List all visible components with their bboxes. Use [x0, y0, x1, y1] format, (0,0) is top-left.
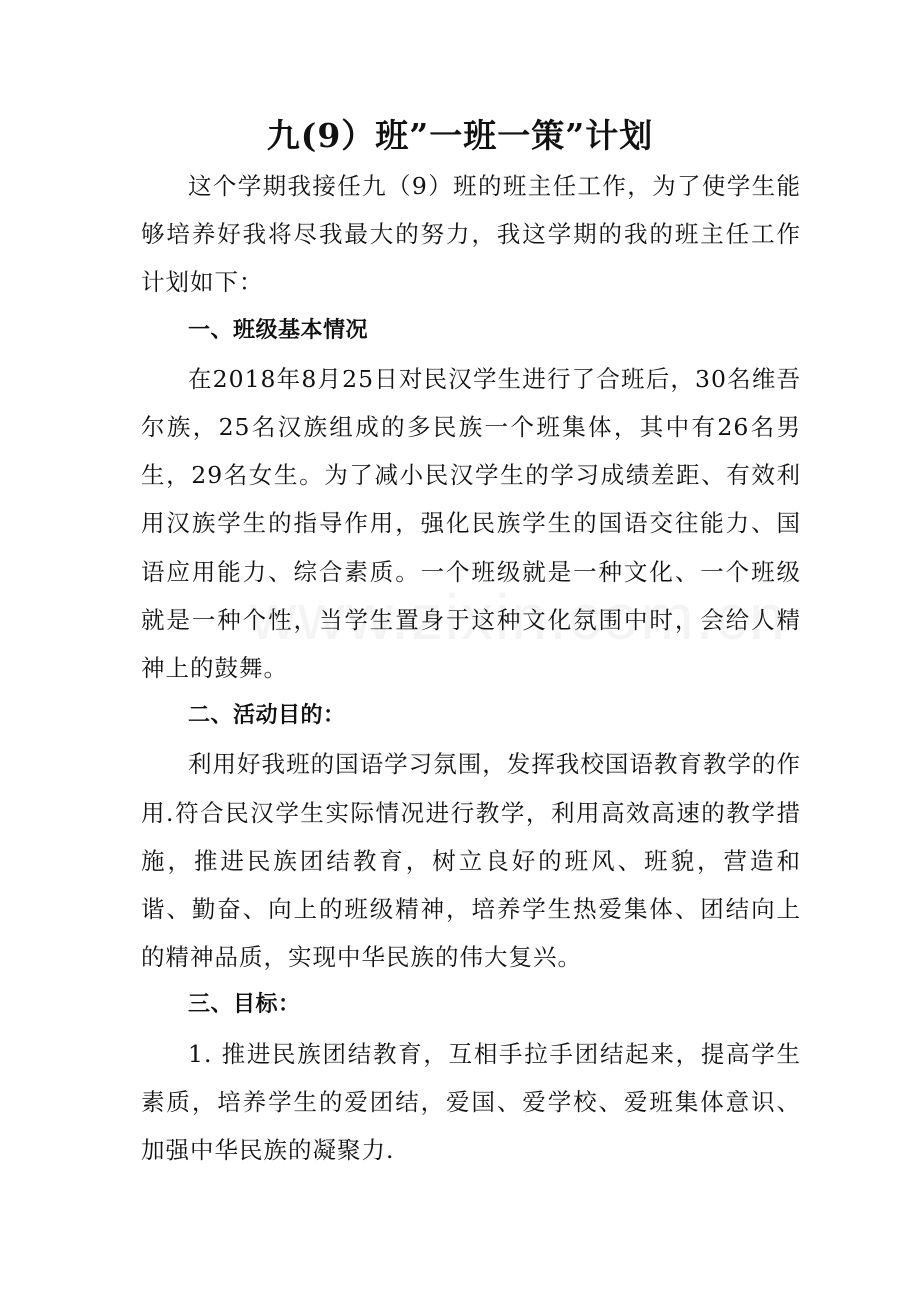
- section-paragraph-goals: 1. 推进民族团结教育，互相手拉手团结起来，提高学生素质，培养学生的爱团结，爱国、爱学校、爱班集体意识、加强中华民族的凝聚力.: [141, 1039, 801, 1165]
- section-paragraph-purpose: 利用好我班的国语学习氛围，发挥我校国语教育教学的作用.符合民汉学生实际情况进行教学，利用高效高速的教学措施，推进民族团结教育，树立良好的班风、班貌，营造和谐、勤奋、向上的班级精神，培养学生热爱集体、团结向上的精神品质，实现中华民族的伟大复兴。: [141, 750, 801, 972]
- section-heading-goals: 三、目标：: [188, 992, 301, 1018]
- document-title: 九(9）班”一班一策”计划: [266, 116, 654, 155]
- intro-paragraph: 这个学期我接任九（9）班的班主任工作，为了使学生能够培养好我将尽我最大的努力，我这学期的我的班主任工作计划如下：: [141, 172, 801, 297]
- document-body: [141, 162, 801, 1174]
- section-heading-class-info: 一、班级基本情况: [188, 317, 369, 343]
- section-paragraph-class-info: 在2018年8月25日对民汉学生进行了合班后，30名维吾尔族，25名汉族组成的多民族一个班集体，其中有26名男生，29名女生。为了减小民汉学生的学习成绩差距、有效利用汉族学生的指导作用，强化民族学生的国语交往能力、国语应用能力、综合素质。一个班级就是一种文化、一个班级就是一种个性，当学生置身于这种文化氛围中时，会给人精神上的鼓舞。: [141, 364, 801, 683]
- section-heading-purpose: 二、活动目的：: [188, 703, 346, 729]
